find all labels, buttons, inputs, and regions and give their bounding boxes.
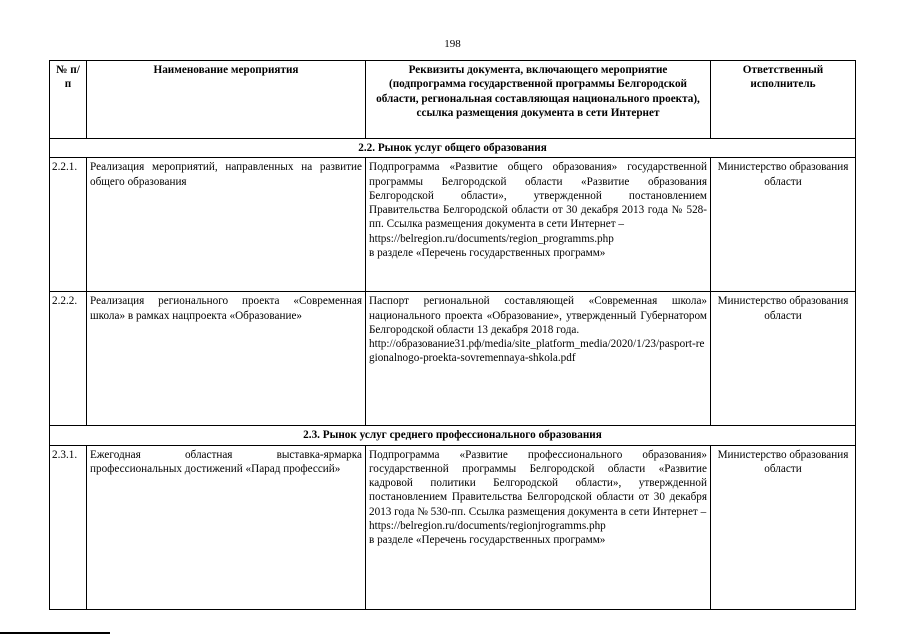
row-document-text: Подпрограмма «Развитие общего образования» государственной программы Белгородской области «Развитие образования Белгородской области», утвержденной постановлением Правительства Белгородской области от 30 декабря 2013 года № 528-пп. Ссылка размещения документа в сети Интернет – [369, 161, 707, 231]
footer-divider [0, 632, 110, 634]
row-measure-name: Ежегодная областная выставка-ярмарка профессиональных достижений «Парад профессий» [87, 445, 366, 609]
section-title: 2.3. Рынок услуг среднего профессионального образования [50, 426, 856, 445]
row-document [366, 158, 711, 292]
row-document-text: Паспорт региональной составляющей «Современная школа» национального проекта «Образование», утвержденный Губернатором Белгородской области 13 декабря 2018 года. [369, 295, 707, 336]
row-document [366, 292, 711, 426]
header-num: № п/п [50, 61, 87, 139]
row-document [366, 445, 711, 609]
row-document-text: Подпрограмма «Развитие профессионального образования» государственной программы Белгородской области «Развитие кадровой политики Белгородской области», утвержденной постановлением Правительства Белгородской области от 30 декабря 2013 года № 530-пп. Ссылка размещения документа в сети Интернет – [369, 448, 707, 518]
section-title: 2.2. Рынок услуг общего образования [50, 139, 856, 158]
measures-table [49, 60, 856, 610]
row-document-link[interactable]: http://образование31.рф/media/site_platform_media/2020/1/23/pasport-regionalnogo-proekta-sovremennaya-shkola.pdf [369, 338, 705, 365]
row-document-section: в разделе «Перечень государственных программ» [369, 247, 606, 260]
row-responsible: Министерство образования области [711, 292, 856, 426]
row-measure-name: Реализация регионального проекта «Современная школа» в рамках нацпроекта «Образование» [87, 292, 366, 426]
row-document-link[interactable]: https://belregion.ru/documents/region_programms.php [369, 232, 614, 245]
row-document-section: в разделе «Перечень государственных программ» [369, 534, 606, 547]
row-responsible: Министерство образования области [711, 158, 856, 292]
row-number: 2.3.1. [50, 445, 87, 609]
row-responsible: Министерство образования области [711, 445, 856, 609]
row-number: 2.2.1. [50, 158, 87, 292]
header-doc: Реквизиты документа, включающего мероприятие (подпрограмма государственной программы Белгородской области, региональная составляющая национального проекта), ссылка размещения документа в сети Интернет [366, 61, 711, 139]
section-row [50, 139, 856, 158]
header-name: Наименование мероприятия [87, 61, 366, 139]
row-number: 2.2.2. [50, 292, 87, 426]
page-number: 198 [444, 38, 461, 50]
row-measure-name: Реализация мероприятий, направленных на развитие общего образования [87, 158, 366, 292]
table-row [50, 292, 856, 426]
header-responsible: Ответственный исполнитель [711, 61, 856, 139]
table-header-row [50, 61, 856, 139]
table-row [50, 445, 856, 609]
table-row [50, 158, 856, 292]
section-row [50, 426, 856, 445]
row-document-link[interactable]: https://belregion.ru/documents/regionjrogramms.php [369, 520, 606, 533]
